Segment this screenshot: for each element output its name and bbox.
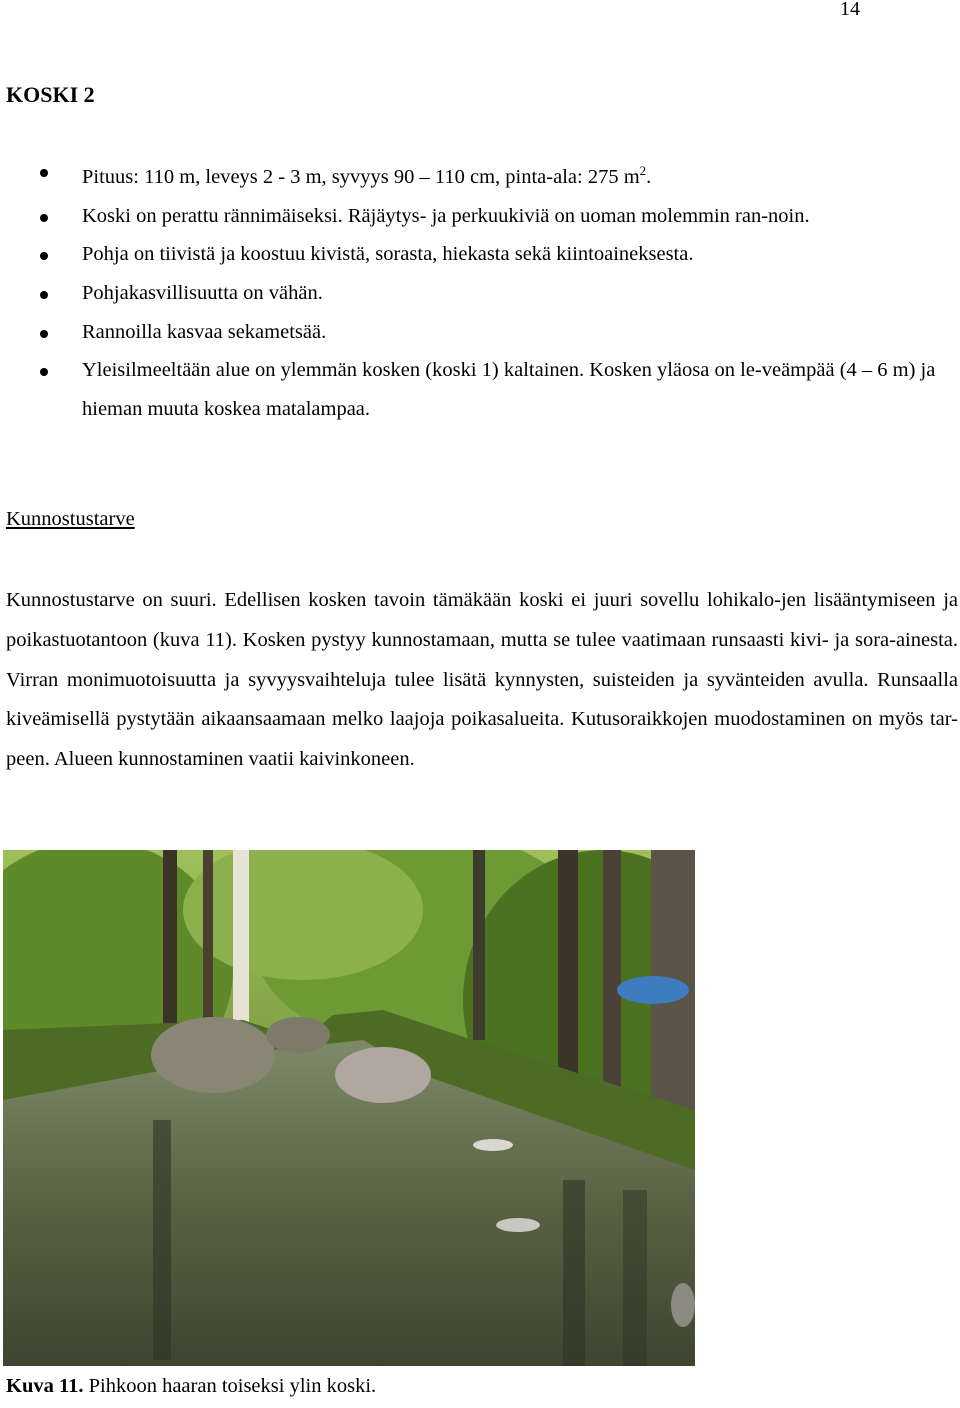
section-heading: KOSKI 2 [6, 82, 95, 107]
bullet-text: Yleisilmeeltään alue on ylemmän kosken (koski 1) kaltainen. Kosken yläosa on le-veämpää (4 – 6 m) ja hieman muuta koskea matalampaa. [82, 359, 936, 421]
bullet-item [0, 235, 960, 274]
bullet-dot-icon [40, 368, 48, 376]
bullet-dot-icon [40, 330, 48, 338]
river-photo [3, 850, 695, 1366]
bullet-item [0, 274, 960, 313]
bullet-item [0, 152, 960, 197]
bullet-dot-icon [40, 214, 48, 222]
info-bullet-list [0, 152, 960, 429]
caption-text: Pihkoon haaran toiseksi ylin koski. [83, 1375, 377, 1397]
bullet-text: Koski on perattu rännimäiseksi. Räjäytys- ja perkuukiviä on uoman molemmin ran-noin. [82, 204, 810, 227]
bullet-text: Pohja on tiivistä ja koostuu kivistä, sorasta, hiekasta sekä kiintoaineksesta. [82, 243, 694, 266]
bullet-text: Pituus: 110 m, leveys 2 - 3 m, syvyys 90 – 110 cm, pinta-ala: 275 m [82, 165, 640, 188]
figure-caption [6, 1375, 376, 1398]
bullet-dot-icon [40, 169, 48, 177]
bullet-item [0, 197, 960, 236]
superscript: 2 [639, 163, 647, 178]
caption-label: Kuva 11. [6, 1375, 84, 1397]
bullet-text: Pohjakasvillisuutta on vähän. [82, 281, 323, 304]
subheading: Kunnostustarve [6, 508, 135, 530]
body-paragraph: Kunnostustarve on suuri. Edellisen kosken tavoin tämäkään koski ei juuri sovellu lohikalo-jen lisääntymiseen ja poikastuotantoon (kuva 11). Kosken pystyy kunnostamaan, mutta se tulee vaatimaan runsaasti kivi- ja sora-ainesta. Virran monimuotoisuutta ja syvyysvaihteluja tulee lisätä kynnysten, suisteiden ja syvänteiden avulla. Runsaalla kiveämisellä pystytään aikaansaamaan melko laajoja poikasalueita. Kutusoraikkojen muodostaminen on myös tar-peen. Alueen kunnostaminen vaatii kaivinkoneen. [6, 589, 958, 771]
page-number: 14 [840, 0, 860, 20]
bullet-text: Rannoilla kasvaa sekametsää. [82, 320, 327, 343]
bullet-dot-icon [40, 291, 48, 299]
bullet-item [0, 313, 960, 352]
bullet-dot-icon [40, 252, 48, 260]
bullet-text-tail: . [646, 165, 652, 188]
bullet-item [0, 351, 960, 428]
